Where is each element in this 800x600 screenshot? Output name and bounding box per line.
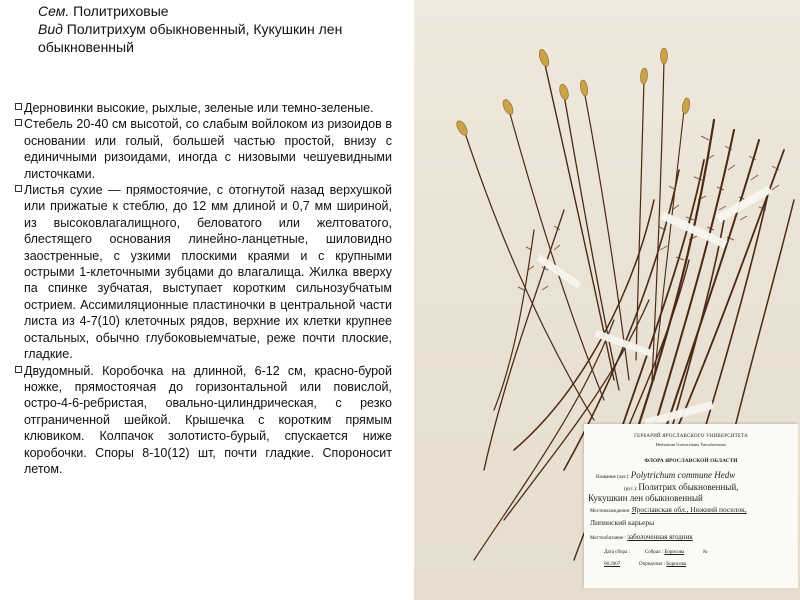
label-identifier: Борисова bbox=[666, 562, 687, 567]
checkbox-bullet-icon bbox=[15, 185, 22, 192]
label-name-rus-caption: (рус.): bbox=[624, 487, 638, 492]
label-name-latin-row bbox=[596, 470, 735, 480]
family-name: Политриховые bbox=[73, 3, 169, 19]
bullet-item bbox=[16, 363, 392, 478]
bullet-item bbox=[16, 182, 392, 362]
herbarium-label-card bbox=[584, 424, 798, 588]
label-location-row bbox=[590, 505, 747, 514]
label-location-cont: Липинский карьеры bbox=[590, 518, 655, 527]
label-name-rus-row bbox=[624, 482, 738, 492]
label-number-caption: № bbox=[702, 550, 708, 555]
label-date-collector-row bbox=[604, 550, 708, 555]
label-name-latin-caption: Название (лат.): bbox=[596, 475, 630, 480]
label-date-caption: Дата сбора : bbox=[604, 550, 630, 555]
label-name-rus: Политрих обыкновенный, bbox=[638, 482, 739, 492]
bullet-text: Дерновинки высокие, рыхлые, зеленые или темно-зеленые. bbox=[24, 101, 374, 115]
label-collector-caption: Собрал : bbox=[644, 550, 664, 555]
label-location: Ярославская обл., Нижний поселок, bbox=[631, 505, 747, 514]
checkbox-bullet-icon bbox=[15, 366, 22, 373]
bullet-text: Стебель 20-40 см высотой, со слабым войлоком из ризоидов в основании или голый, большей частью простой, внизу с единичными ризоидами, иногда с низовыми чешуевидными листочками. bbox=[24, 117, 392, 181]
bullet-item bbox=[16, 100, 392, 116]
species-name: Политрихум обыкновенный, Кукушкин лен обыкновенный bbox=[38, 21, 343, 55]
label-habitat: заболоченная ягодник bbox=[627, 533, 693, 541]
label-date: 08.2007 bbox=[604, 562, 621, 567]
checkbox-bullet-icon bbox=[15, 103, 22, 110]
label-university: ГЕРБАРИЙ ЯРОСЛАВСКОГО УНИВЕРСИТЕТА bbox=[634, 434, 748, 439]
label-university-latin: Herbarium Universitatis Yaroslaviensis bbox=[655, 442, 727, 447]
species-line bbox=[38, 20, 408, 56]
label-date-identifier-row bbox=[604, 562, 686, 567]
bullet-item bbox=[16, 116, 392, 182]
description-list bbox=[16, 100, 392, 477]
bullet-text: Листья сухие — прямостоячие, с отогнутой назад верхушкой или прижатые к стеблю, до 12 мм длиной и 0,7 мм шириной, из высоковлагалищного, беловатого или желтоватого, блестящего основания линейно-ланцетные, шиловидно заостренные, с узкими плоскими краями и с крупными острыми 1-клеточными зубцами до влагалища. Жилка вверху па спинке зубчатая, выступает коротким сильнозубчатым острием. Ассимиляционные пластиночки в центральной части листа из 4-7(10) клеточных рядов, верхние их клетки крупнее остальных, обычно глубоковыемчатые, реже почти плоские, гладкие. bbox=[24, 183, 392, 362]
family-line bbox=[38, 2, 408, 20]
family-prefix: Сем. bbox=[38, 3, 70, 19]
label-identifier-caption: Определил : bbox=[639, 562, 666, 567]
herbarium-specimen-photo bbox=[414, 0, 800, 600]
label-collector: Борисова bbox=[664, 550, 685, 555]
species-prefix: Вид bbox=[38, 21, 63, 37]
checkbox-bullet-icon bbox=[15, 119, 22, 126]
title-block bbox=[38, 2, 408, 56]
label-name-rus-cont: Кукушкин лен обыкновенный bbox=[588, 493, 703, 503]
label-habitat-row bbox=[590, 533, 693, 541]
label-name-latin: Polytrichum commune Hedw bbox=[630, 470, 736, 480]
label-location-caption: Местонахождение: bbox=[590, 509, 631, 514]
label-flora: ФЛОРА ЯРОСЛАВСКОЙ ОБЛАСТИ bbox=[644, 458, 738, 464]
label-habitat-caption: Местообитание : bbox=[590, 536, 626, 541]
bullet-text: Двудомный. Коробочка на длинной, 6-12 см, красно-бурой ножке, прямостоячая до горизонтальной или повислой, остро-4-6-ребристая, овально-цилиндрическая, с резко отграниченной шейкой. Крышечка с коротким прямым клювиком. Колпачок золотисто-бурый, спускается ниже коробочки. Споры 8-10(12) шт, почти гладкие. Спороносит летом. bbox=[24, 363, 392, 476]
